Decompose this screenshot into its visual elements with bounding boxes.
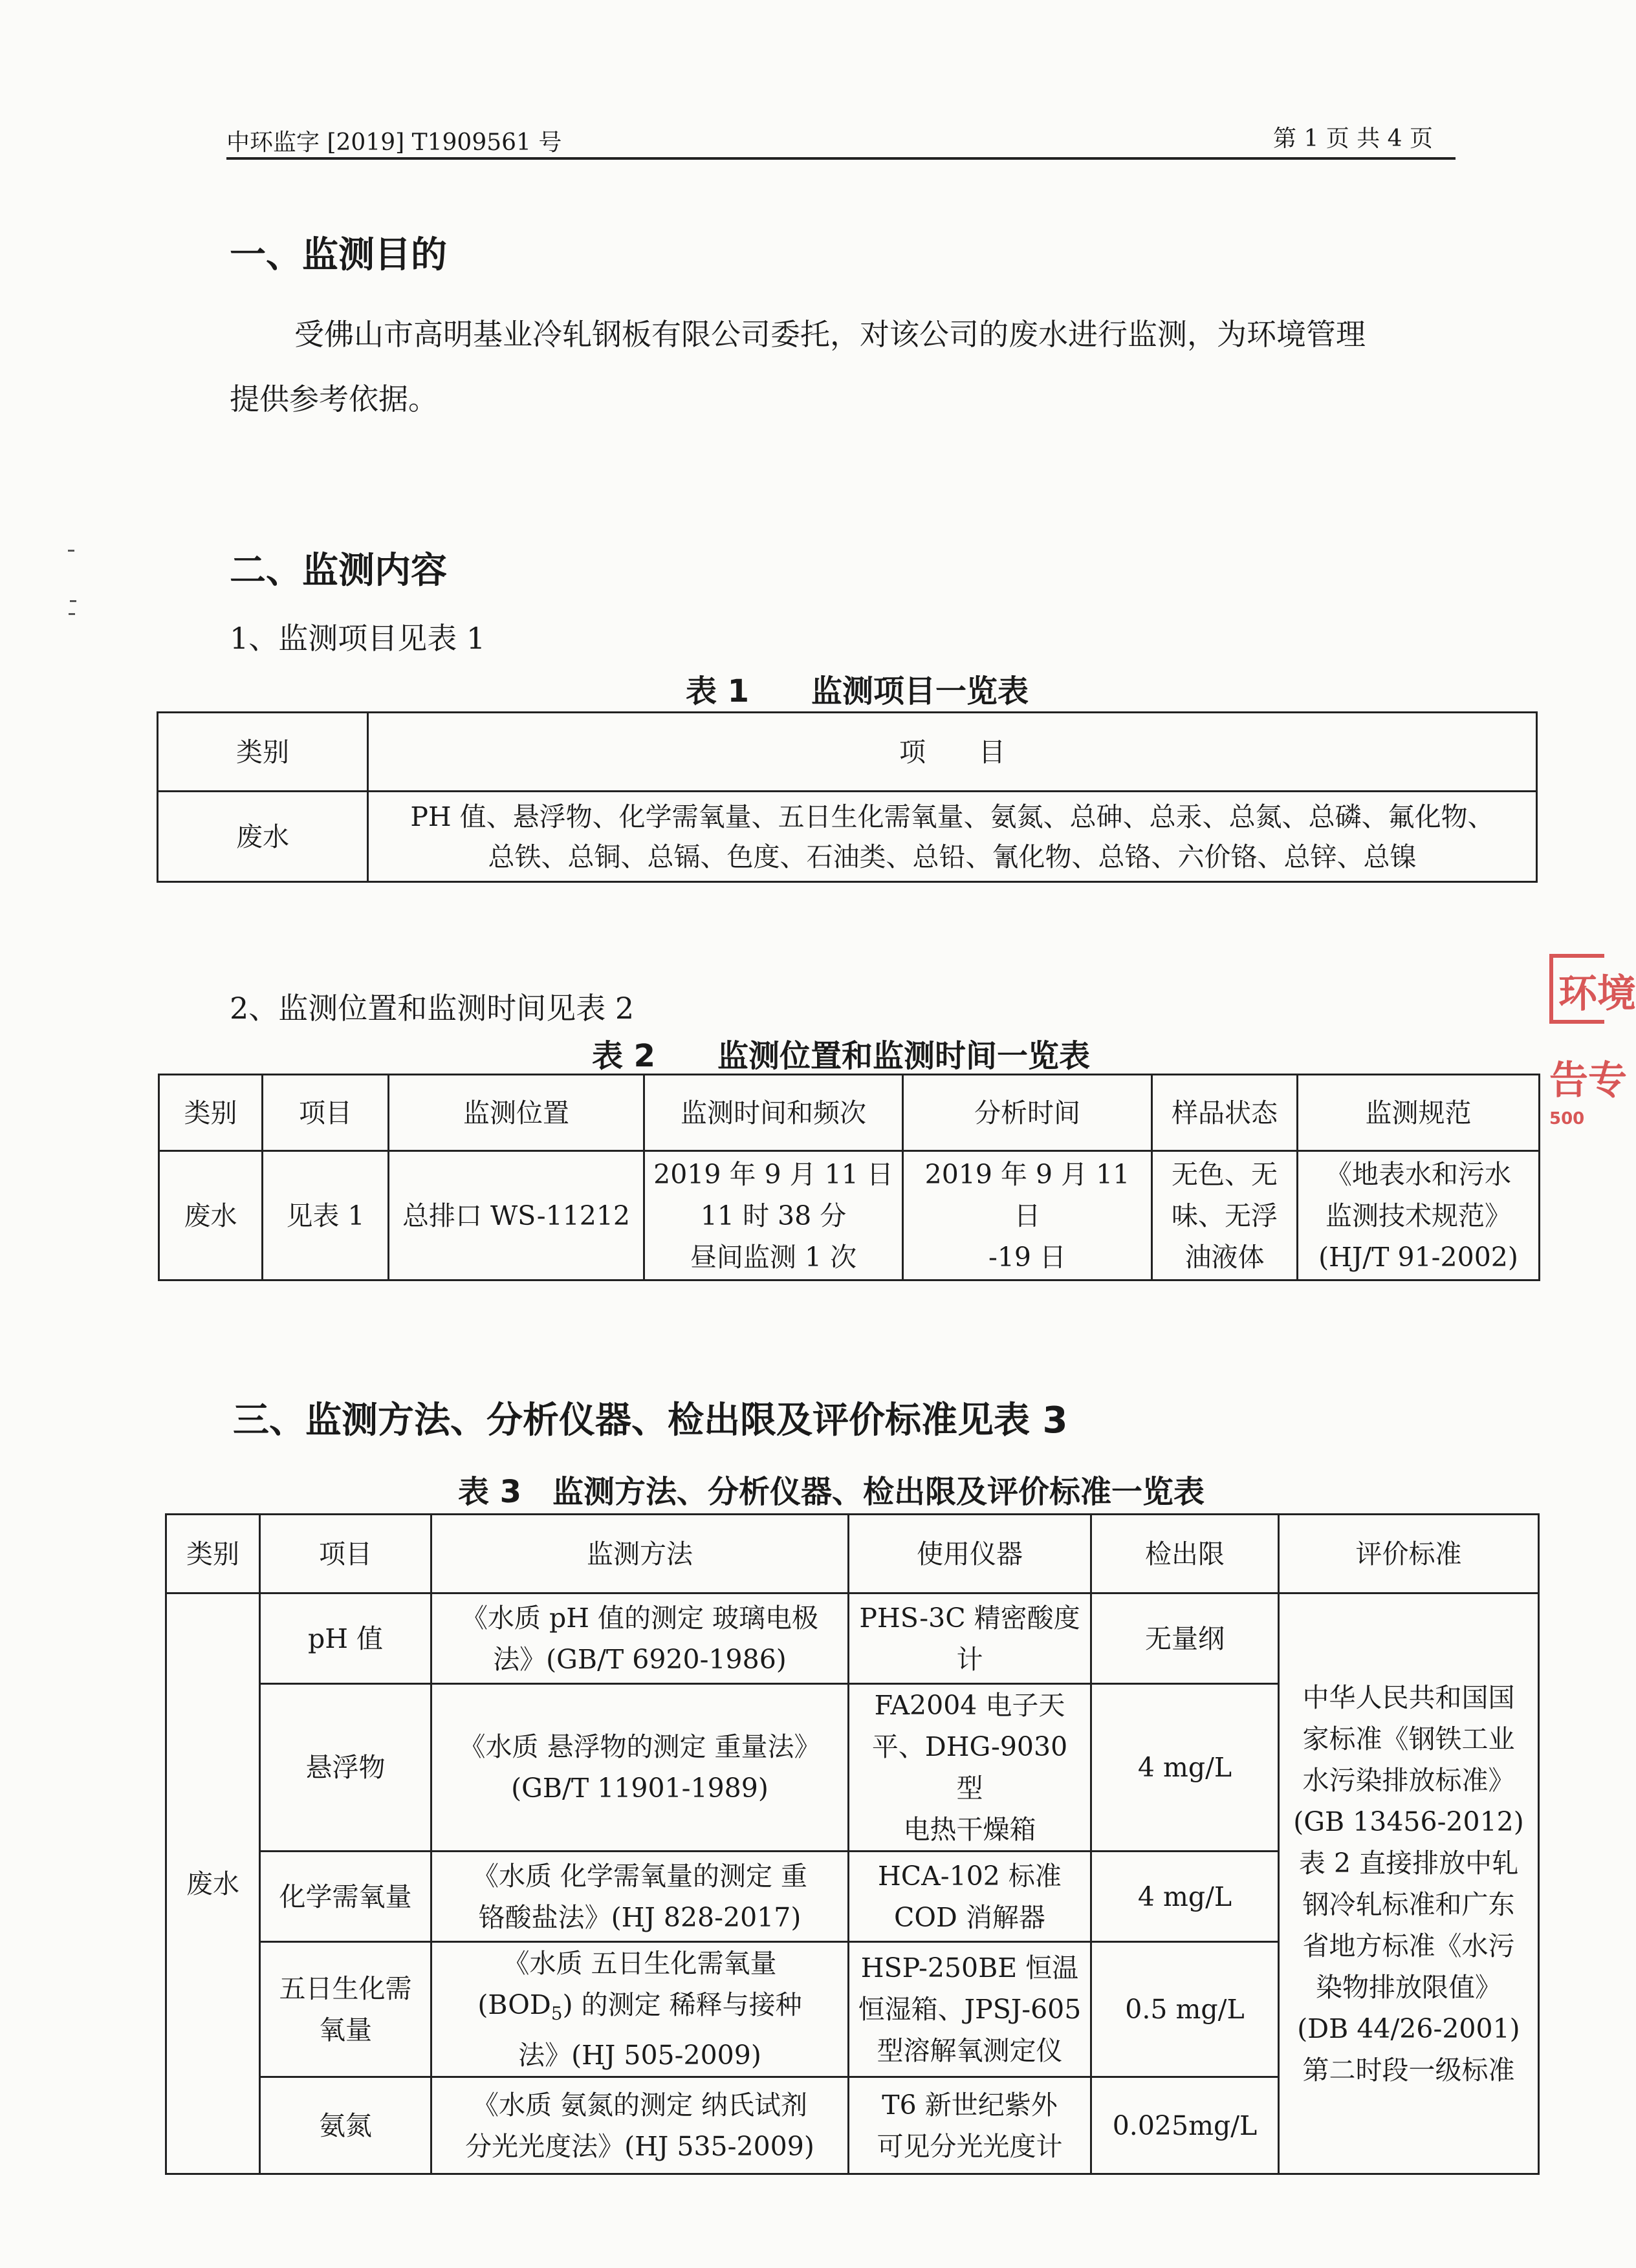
table1-items-line1: PH 值、悬浮物、化学需氧量、五日生化需氧量、氨氮、总砷、总汞、总氮、总磷、氟化物、: [410, 801, 1494, 832]
table3-method-nh3n-line1: 《水质 氨氮的测定 纳氏试剂: [472, 2089, 808, 2121]
table3-instrument-cod-line1: HCA-102 标准: [878, 1860, 1062, 1892]
table3-method-nh3n: [431, 2077, 849, 2174]
table3-method-ss: [431, 1684, 849, 1852]
table2-category: 废水: [159, 1151, 263, 1280]
table3-caption: 表 3 监测方法、分析仪器、检出限及评价标准一览表: [457, 1474, 1205, 1510]
scan-mark: [69, 613, 75, 615]
table-row: [166, 1593, 1539, 1684]
table1-caption: 表 1 监测项目一览表: [685, 673, 1029, 709]
table3-limit-ph: 无量纲: [1091, 1593, 1279, 1684]
table1-items: [368, 792, 1537, 882]
table3-header-item: 项目: [260, 1515, 431, 1593]
bod-suffix: ) 的测定 稀释与接种: [562, 1989, 802, 2020]
table2-standard-line1: 《地表水和污水: [1325, 1158, 1511, 1190]
table3-standard-line2: 家标准《钢铁工业: [1302, 1723, 1515, 1755]
table3-standard-line10: 第二时段一级标准: [1302, 2054, 1515, 2086]
scan-mark: [70, 600, 76, 602]
table3-limit-bod5: 0.5 mg/L: [1091, 1942, 1279, 2077]
table3-instrument-ss: [849, 1684, 1091, 1852]
table3-instrument-bod5-line2: 恒湿箱、JPSJ-605: [858, 1994, 1082, 2025]
table-row: [158, 792, 1537, 882]
table2-analysis-line1: 2019 年 9 月 11 日: [924, 1158, 1130, 1231]
section1-paragraph-line1: 受佛山市高明基业冷轧钢板有限公司委托，对该公司的废水进行监测，为环境管理: [294, 317, 1366, 352]
table3-instrument-cod: [849, 1852, 1091, 1942]
table2-state: [1152, 1151, 1298, 1280]
stamp-number: 500: [1549, 1109, 1585, 1129]
table3-method-ph-line1: 《水质 pH 值的测定 玻璃电极: [461, 1602, 819, 1634]
table3: [165, 1513, 1540, 2175]
table2-caption: 表 2 监测位置和监测时间一览表: [591, 1038, 1091, 1074]
table3-instrument-ph: [849, 1593, 1091, 1684]
table1-header-category: 类别: [158, 713, 368, 792]
table2-state-line2: 味、无浮: [1172, 1200, 1278, 1231]
table3-item-cod: 化学需氧量: [260, 1852, 431, 1942]
stamp-text: 告专: [1549, 1058, 1627, 1103]
table3-limit-ss: 4 mg/L: [1091, 1684, 1279, 1852]
table3-method-cod-line2: 铬酸盐法》(HJ 828-2017): [478, 1901, 802, 1933]
table2-location: 总排口 WS-11212: [389, 1151, 644, 1280]
table3-header-method: 监测方法: [431, 1515, 849, 1593]
section2-title: 二、监测内容: [230, 550, 447, 592]
table3-item-bod5-line1: 五日生化需: [279, 1973, 412, 2005]
table3-instrument-nh3n-line1: T6 新世纪紫外: [882, 2089, 1058, 2121]
table2-item: 见表 1: [263, 1151, 389, 1280]
table3-instrument-nh3n: [849, 2077, 1091, 2174]
table2: [158, 1074, 1540, 1281]
section1-paragraph-line2: 提供参考依据。: [230, 382, 438, 416]
table2-header-standard: 监测规范: [1298, 1075, 1540, 1151]
table3-header-instrument: 使用仪器: [849, 1515, 1091, 1593]
table2-time-line2: 11 时 38 分: [700, 1200, 847, 1231]
table2-header-category: 类别: [159, 1075, 263, 1151]
table2-header-location: 监测位置: [389, 1075, 644, 1151]
table3-header-category: 类别: [166, 1515, 260, 1593]
table3-item-nh3n: 氨氮: [260, 2077, 431, 2174]
table3-item-bod5-line2: 氧量: [319, 2014, 372, 2046]
table3-header-row: [166, 1515, 1539, 1593]
table3-header-limit: 检出限: [1091, 1515, 1279, 1593]
table1-category: 废水: [158, 792, 368, 882]
table1-header-row: [158, 713, 1537, 792]
header-rule: [226, 157, 1456, 160]
table3-method-cod-line1: 《水质 化学需氧量的测定 重: [472, 1860, 808, 1892]
table2-header-state: 样品状态: [1152, 1075, 1298, 1151]
table3-method-nh3n-line2: 分光光度法》(HJ 535-2009): [465, 2130, 814, 2162]
table3-standard-line1: 中华人民共和国国: [1302, 1681, 1515, 1713]
bod-subscript: 5: [551, 2003, 563, 2025]
doc-number: 中环监字 [2019] T1909561 号: [226, 129, 562, 156]
table3-item-ss: 悬浮物: [260, 1684, 431, 1852]
stamp-fragment: [1549, 954, 1636, 1161]
table2-header-item: 项目: [263, 1075, 389, 1151]
table1-header-items: 项 目: [368, 713, 1537, 792]
table3-category: 废水: [166, 1593, 260, 2174]
table3-instrument-bod5-line3: 型溶解氧测定仪: [877, 2035, 1063, 2067]
table3-instrument-ss-line1: FA2004 电子天: [874, 1690, 1065, 1721]
table2-standard-line2: 监测技术规范》: [1325, 1200, 1511, 1231]
table2-standard-line3: (HJ/T 91-2002): [1318, 1241, 1518, 1273]
table3-method-bod5-line3: 法》(HJ 505-2009): [518, 2040, 761, 2071]
table3-instrument-cod-line2: COD 消解器: [894, 1901, 1045, 1933]
table3-standard: [1279, 1593, 1539, 2174]
table3-instrument-ph-line1: PHS-3C 精密酸度: [859, 1602, 1080, 1634]
table3-method-ph: [431, 1593, 849, 1684]
table1-items-line2: 总铁、总铜、总镉、色度、石油类、总铅、氰化物、总铬、六价铬、总锌、总镍: [488, 841, 1417, 872]
table3-standard-line9: (DB 44/26-2001): [1297, 2013, 1520, 2044]
table3-method-cod: [431, 1852, 849, 1942]
table2-time-line1: 2019 年 9 月 11 日: [653, 1158, 893, 1190]
table3-header-standard: 评价标准: [1279, 1515, 1539, 1593]
table2-header-row: [159, 1075, 1540, 1151]
table3-standard-line3: 水污染排放标准》: [1302, 1764, 1515, 1796]
table3-instrument-bod5-line1: HSP-250BE 恒温: [860, 1952, 1079, 1984]
table3-item-bod5: [260, 1942, 431, 2077]
table2-header-time: 监测时间和频次: [644, 1075, 903, 1151]
table3-standard-line5: 表 2 直接排放中轧: [1298, 1847, 1519, 1879]
table3-instrument-ss-line2: 平、DHG-9030 型: [871, 1731, 1068, 1804]
table3-standard-line4: (GB 13456-2012): [1293, 1806, 1524, 1837]
page-info: 第 1 页 共 4 页: [1273, 125, 1434, 152]
table2-standard: [1298, 1151, 1540, 1280]
table2-time: [644, 1151, 903, 1280]
table3-standard-line6: 钢冷轧标准和广东: [1302, 1888, 1515, 1920]
table2-analysis-line2: -19 日: [988, 1241, 1067, 1273]
table3-instrument-nh3n-line2: 可见分光光度计: [877, 2130, 1063, 2162]
table3-instrument-bod5: [849, 1942, 1091, 2077]
table3-instrument-ss-line3: 电热干燥箱: [903, 1814, 1036, 1845]
scan-mark: [68, 550, 74, 552]
table3-method-ss-line1: 《水质 悬浮物的测定 重量法》: [459, 1731, 821, 1762]
table2-analysis: [903, 1151, 1152, 1280]
table2-state-line1: 无色、无: [1172, 1158, 1278, 1190]
table-row: [159, 1151, 1540, 1280]
section2-item2: 2、监测位置和监测时间见表 2: [230, 991, 635, 1026]
table3-standard-line7: 省地方标准《水污: [1302, 1930, 1515, 1961]
table2-time-line3: 昼间监测 1 次: [690, 1241, 857, 1273]
table3-method-ss-line2: (GB/T 11901-1989): [511, 1773, 769, 1804]
table2-state-line3: 油液体: [1184, 1241, 1265, 1273]
table3-method-bod5: [431, 1942, 849, 2077]
table3-limit-nh3n: 0.025mg/L: [1091, 2077, 1279, 2174]
table3-method-bod5-line1: 《水质 五日生化需氧量: [503, 1948, 777, 1979]
section2-item1: 1、监测项目见表 1: [230, 621, 486, 656]
section3-title: 三、监测方法、分析仪器、检出限及评价标准见表 3: [233, 1399, 1068, 1442]
table3-standard-line8: 染物排放限值》: [1316, 1971, 1501, 2003]
table2-header-analysis: 分析时间: [903, 1075, 1152, 1151]
bod-prefix: (BOD: [477, 1989, 551, 2020]
table3-limit-cod: 4 mg/L: [1091, 1852, 1279, 1942]
table1: [157, 711, 1538, 883]
table3-method-ph-line2: 法》(GB/T 6920-1986): [493, 1643, 787, 1675]
section1-title: 一、监测目的: [230, 234, 447, 276]
stamp-frame: 环境: [1549, 954, 1604, 1024]
table3-method-bod5-line2: [439, 1984, 841, 2035]
table3-item-ph: pH 值: [260, 1593, 431, 1684]
table3-instrument-ph-line2: 计: [956, 1643, 983, 1675]
